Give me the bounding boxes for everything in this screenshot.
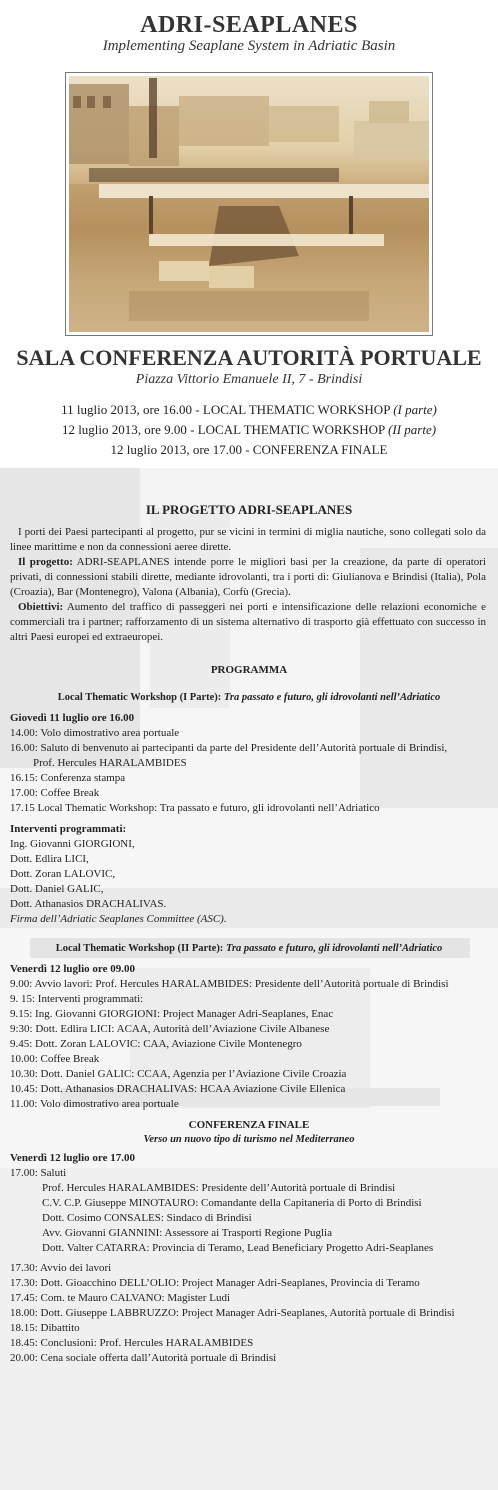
list-item: 17.15 Local Thematic Workshop: Tra passato e futuro, gli idrovolanti nell’Adriatico	[10, 802, 380, 814]
list-item: 9. 15: Interventi programmati:	[10, 993, 144, 1005]
list-item: 9.45: Dott. Zoran LALOVIC: CAA, Aviazione Civile Montenegro	[10, 1038, 302, 1050]
list-item: 9:30: Dott. Edlira LICI: ACAA, Autorità dell’Aviazione Civile Albanese	[10, 1023, 330, 1035]
interventi-label: Interventi programmati:	[10, 823, 127, 835]
list-item: 11.00: Volo dimostrativo area portuale	[10, 1098, 179, 1110]
workshop1-day: Giovedì 11 luglio ore 16.00	[10, 712, 135, 724]
list-item: 16.00: Saluto di benvenuto ai partecipanti da parte del Presidente dell’Autorità portuale di Brindisi,	[10, 742, 448, 754]
programma-title: PROGRAMMA	[210, 664, 288, 676]
workshop1-heading: Local Thematic Workshop (I Parte): Tra passato e futuro, gli idrovolanti nell’Adriatico	[57, 692, 441, 703]
list-item: 20.00: Cena sociale offerta dall’Autorità portuale di Brindisi	[10, 1352, 277, 1364]
speaker-item: Dott. Valter CATARRA: Provincia di Teramo, Lead Beneficiary Progetto Adri-Seaplanes	[42, 1242, 434, 1254]
list-item: 16.15: Conferenza stampa	[10, 772, 126, 784]
list-item: 10.30: Dott. Daniel GALIC: CCAA, Agenzia per l’Aviazione Civile Croazia	[10, 1068, 347, 1080]
speaker-item: Ing. Giovanni GIORGIONI,	[10, 838, 135, 850]
obiettivi-paragraph: Obiettivi: Aumento del traffico di passeggeri nei porti e intensificazione delle relazioni economiche e commerciali tra i partner; rafforzamento di un sistema alternativo di trasporto già effettuato con successo in altri Paesi europei ed extraeuropei.	[10, 601, 486, 643]
schedule-list	[0, 400, 498, 460]
finale-subtitle: Verso un nuovo tipo di turismo nel Mediterraneo	[143, 1134, 355, 1145]
schedule-line: 12 luglio 2013, ore 17.00 - CONFERENZA FINALE	[110, 442, 388, 457]
list-item: 10.00: Coffee Break	[10, 1053, 100, 1065]
content-body	[0, 468, 498, 1366]
seaplane-harbor-photo	[69, 76, 429, 332]
list-item: 17.30: Avvio dei lavori	[10, 1262, 112, 1274]
list-item: 18.45: Conclusioni: Prof. Hercules HARALAMBIDES	[10, 1337, 254, 1349]
list-item: 10.45: Dott. Athanasios DRACHALIVAS: HCAA Aviazione Civile Ellenica	[10, 1083, 346, 1095]
speaker-item: Dott. Cosimo CONSALES: Sindaco di Brindisi	[42, 1212, 252, 1224]
workshop2-day: Venerdì 12 luglio ore 09.00	[10, 963, 135, 975]
firma-note: Firma dell’Adriatic Seaplanes Committee (ASC).	[10, 913, 227, 925]
section-title-progetto: IL PROGETTO ADRI-SEAPLANES	[145, 502, 353, 517]
intro-paragraph: I porti dei Paesi partecipanti al progetto, pur se vicini in termini di miglia nautiche, sono collegati solo da linee marittime e non da connessioni aeree dirette.	[10, 526, 486, 553]
list-item: 17.00: Coffee Break	[10, 787, 100, 799]
speaker-item: Dott. Athanasios DRACHALIVAS.	[10, 898, 167, 910]
seaplane-photo-frame	[65, 72, 433, 336]
venue-title: SALA CONFERENZA AUTORITÀ PORTUALE	[16, 345, 482, 370]
list-item: 14.00: Volo dimostrativo area portuale	[10, 727, 180, 739]
progetto-paragraph: Il progetto: ADRI-SEAPLANES intende porre le migliori basi per la creazione, da parte di operatori privati, di connessioni stabili dirette, mediante idrovolanti, tra i porti di: Giulianova e Brindisi (Italia), Pola (Croazia), Bar (Montenegro), Valona (Albania), Corfù (Grecia).	[10, 556, 486, 598]
list-item: 18.15: Dibattito	[10, 1322, 80, 1334]
page-title: ADRI-SEAPLANES	[140, 12, 358, 38]
venue-address: Piazza Vittorio Emanuele II, 7 - Brindisi	[135, 372, 363, 387]
list-item: 9.15: Ing. Giovanni GIORGIONI: Project Manager Adri-Seaplanes, Enac	[10, 1008, 334, 1020]
page-subtitle: Implementing Seaplane System in Adriatic Basin	[102, 38, 396, 54]
list-item: 9.00: Avvio lavori: Prof. Hercules HARALAMBIDES: Presidente dell’Autorità portuale di Brindisi	[10, 978, 449, 990]
workshop2-heading: Local Thematic Workshop (II Parte): Tra passato e futuro, gli idrovolanti nell’Adriatico	[55, 943, 443, 954]
seaplane-illustration	[69, 76, 429, 332]
speaker-item: Avv. Giovanni GIANNINI: Assessore ai Trasporti Regione Puglia	[42, 1227, 332, 1239]
speaker-item: Dott. Edlira LICI,	[10, 853, 89, 865]
list-item: Prof. Hercules HARALAMBIDES	[33, 757, 187, 769]
list-item: 17.30: Dott. Gioacchino DELL’OLIO: Project Manager Adri-Seaplanes, Provincia di Teramo	[10, 1277, 420, 1289]
schedule-line: 12 luglio 2013, ore 9.00 - LOCAL THEMATIC WORKSHOP (II parte)	[61, 422, 437, 437]
finale-day: Venerdì 12 luglio ore 17.00	[10, 1152, 135, 1164]
finale-title: CONFERENZA FINALE	[188, 1119, 310, 1131]
speaker-item: Prof. Hercules HARALAMBIDES: Presidente dell’Autorità portuale di Brindisi	[42, 1182, 396, 1194]
schedule-line: 11 luglio 2013, ore 16.00 - LOCAL THEMATIC WORKSHOP (I parte)	[61, 402, 437, 417]
list-item: 17.45: Com. te Mauro CALVANO: Magister Ludi	[10, 1292, 230, 1304]
list-item: 17.00: Saluti	[10, 1167, 67, 1179]
speaker-item: Dott. Daniel GALIC,	[10, 883, 104, 895]
list-item: 18.00: Dott. Giuseppe LABBRUZZO: Project Manager Adri-Seaplanes, Autorità portuale di Brindisi	[10, 1307, 455, 1319]
speaker-item: C.V. C.P. Giuseppe MINOTAURO: Comandante della Capitaneria di Porto di Brindisi	[42, 1197, 422, 1209]
speaker-item: Dott. Zoran LALOVIC,	[10, 868, 116, 880]
